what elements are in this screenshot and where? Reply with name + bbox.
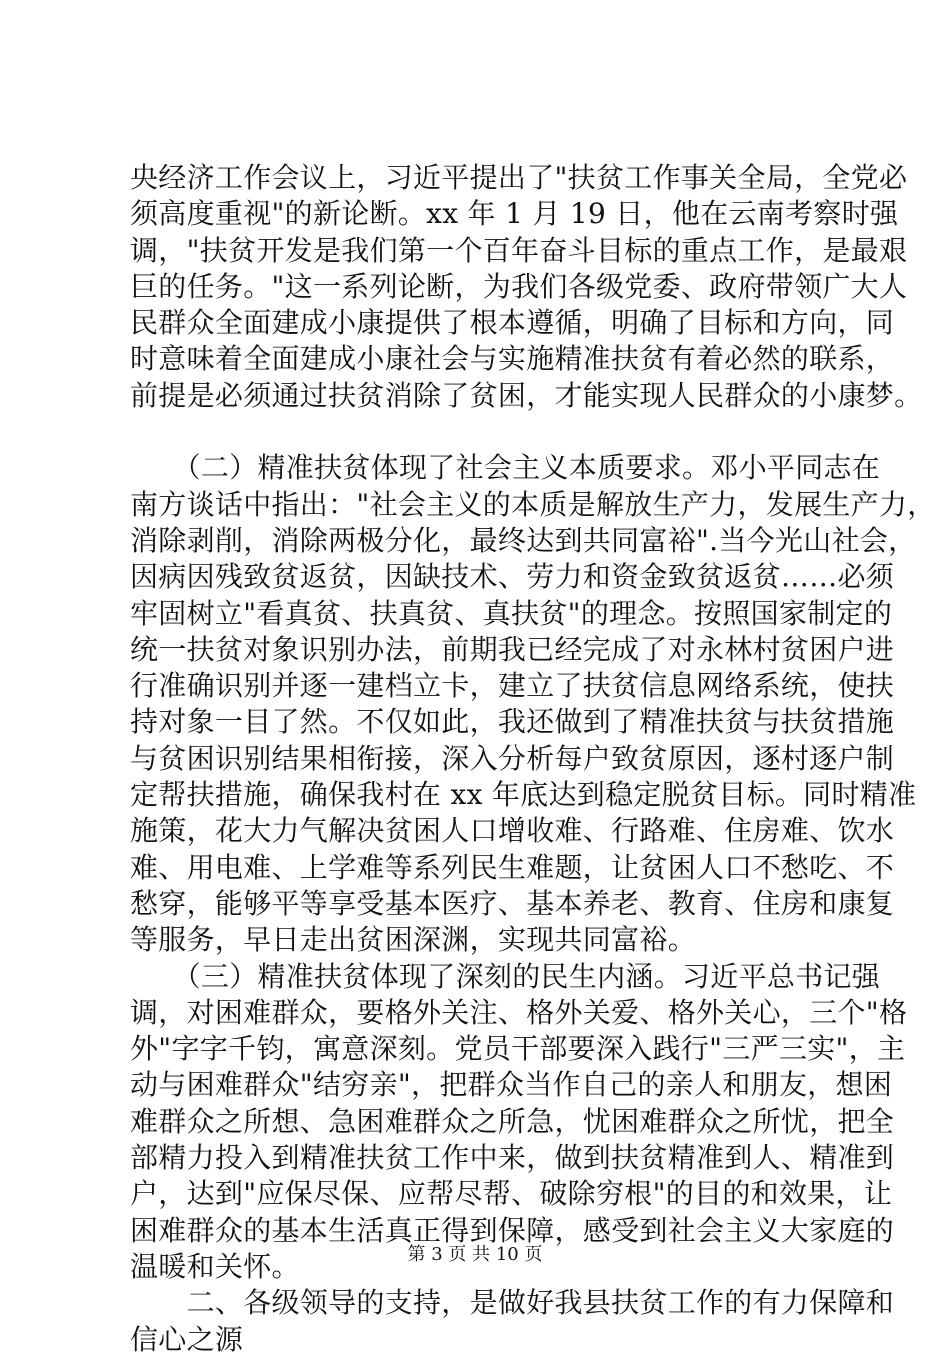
text-line: 信心之源: [130, 1322, 244, 1356]
text-line: 难群众之所想、急困难群众之所急，忧困难群众之所忧，把全: [130, 1104, 895, 1138]
text-line: 施策，花大力气解决贫困人口增收难、行路难、住房难、饮水: [130, 814, 895, 848]
page-number-footer: 第 3 页 共 10 页: [407, 1244, 543, 1265]
text-line: 定帮扶措施，确保我村在 xx 年底达到稳定脱贫目标。同时精准: [130, 778, 917, 812]
text-line: 民群众全面建成小康提供了根本遵循，明确了目标和方向，同: [130, 306, 895, 340]
text-line: 巨的任务。"这一系列论断，为我们各级党委、政府带领广大人: [130, 269, 908, 303]
text-line: 困难群众的基本生活真正得到保障，感受到社会主义大家庭的: [130, 1213, 895, 1247]
text-line: 户，达到"应保尽保、应帮尽帮、破除穷根"的目的和效果，让: [130, 1177, 893, 1211]
text-line: 统一扶贫对象识别办法，前期我已经完成了对永林村贫困户进: [130, 632, 895, 666]
text-line: 南方谈话中指出："社会主义的本质是解放生产力，发展生产力，: [130, 487, 936, 521]
text-line: 须高度重视"的新论断。xx 年 1 月 19 日，他在云南考察时强: [130, 197, 899, 231]
text-line: 二、各级领导的支持，是做好我县扶贫工作的有力保障和: [130, 1286, 895, 1320]
text-line: 因病因残致贫返贫，因缺技术、劳力和资金致贫返贫……必须: [130, 560, 895, 594]
text-line: 持对象一目了然。不仅如此，我还做到了精准扶贫与扶贫措施: [130, 705, 895, 739]
paragraph-gap: [130, 414, 830, 450]
text-line: 行准确识别并逐一建档立卡，建立了扶贫信息网络系统，使扶: [130, 669, 895, 703]
text-line: 外"字字千钧，寓意深刻。党员干部要深入践行"三严三实"，主: [130, 1032, 906, 1066]
text-line: 调，对困难群众，要格外关注、格外关爱、格外关心，三个"格: [130, 995, 908, 1029]
text-line: 等服务，早日走出贫困深渊，实现共同富裕。: [130, 923, 697, 957]
text-line: 与贫困识别结果相衔接，深入分析每户致贫原因，逐村逐户制: [130, 741, 895, 775]
text-line: 调，"扶贫开发是我们第一个百年奋斗目标的重点工作，是最艰: [130, 233, 908, 267]
text-line: 时意味着全面建成小康社会与实施精准扶贫有着必然的联系，: [130, 342, 895, 376]
text-line: （三）精准扶贫体现了深刻的民生内涵。习近平总书记强: [130, 959, 881, 993]
text-line: 部精力投入到精准扶贫工作中来，做到扶贫精准到人、精准到: [130, 1141, 895, 1175]
text-line: 动与困难群众"结穷亲"，把群众当作自己的亲人和朋友，想困: [130, 1068, 893, 1102]
document-body: [130, 160, 936, 1358]
text-line: 难、用电难、上学难等系列民生难题，让贫困人口不愁吃、不: [130, 850, 895, 884]
text-line: 央经济工作会议上，习近平提出了"扶贫工作事关全局，全党必: [130, 161, 908, 194]
text-line: 牢固树立"看真贫、扶真贫、真扶贫"的理念。按照国家制定的: [130, 596, 893, 630]
text-line: 温暖和关怀。: [130, 1249, 300, 1283]
text-line: 前提是必须通过扶贫消除了贫困，才能实现人民群众的小康梦。: [130, 378, 923, 412]
text-line: （二）精准扶贫体现了社会主义本质要求。邓小平同志在: [130, 451, 881, 485]
text-line: 愁穿，能够平等享受基本医疗、基本养老、教育、住房和康复: [130, 886, 895, 920]
text-line: 消除剥削，消除两极分化，最终达到共同富裕".当今光山社会，: [130, 523, 917, 557]
